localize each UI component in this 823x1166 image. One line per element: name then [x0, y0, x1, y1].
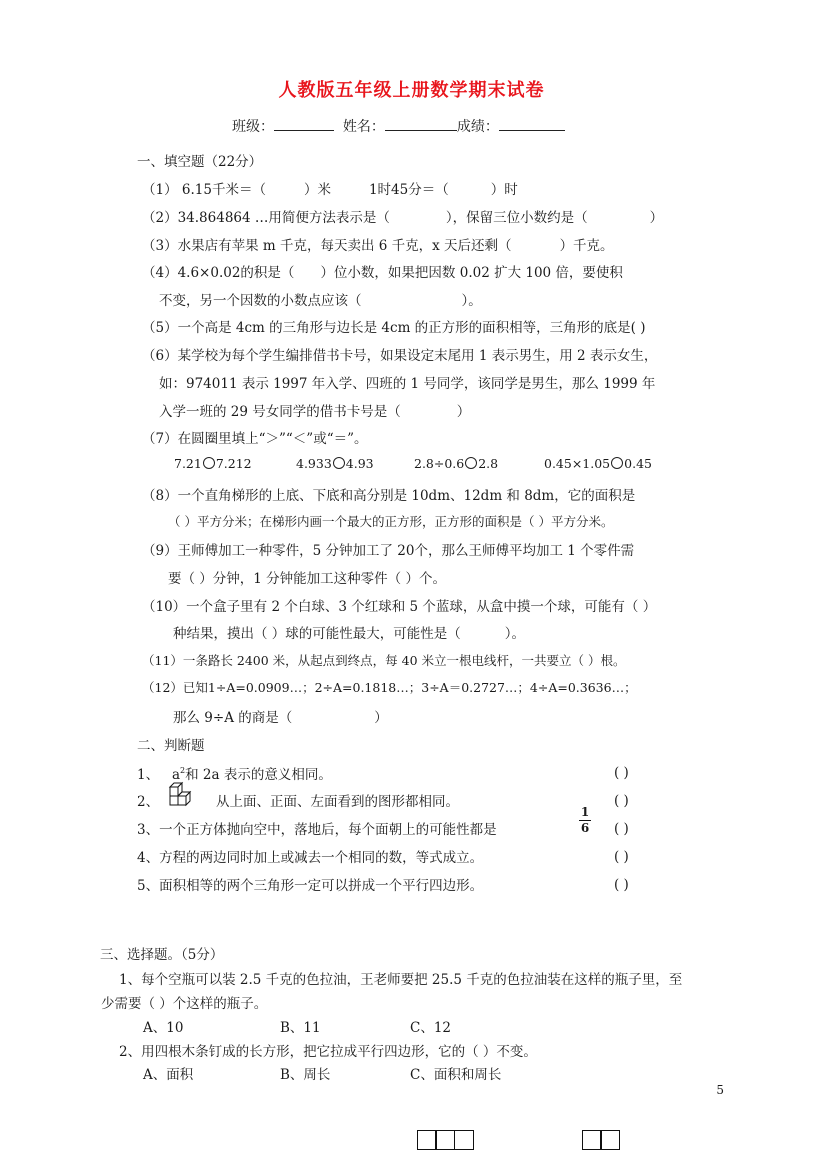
question-7: （7）在圆圈里填上“＞”“＜”或“＝”。	[142, 431, 368, 447]
name-label: 姓名：	[342, 119, 385, 135]
score-box	[582, 1130, 602, 1150]
cube-stack-figure	[164, 781, 208, 815]
choice-question-1-line-1: 1、每个空瓶可以装 2.5 千克的色拉油，王老师要把 25.5 千克的色拉油装在这样的瓶子里，至	[119, 972, 683, 988]
judge-paren-4[interactable]: ( )	[614, 849, 629, 865]
judge-item-3: 3、一个正方体抛向空中，落地后，每个面朝上的可能性都是	[137, 822, 497, 838]
choice-option-c[interactable]: C、面积和周长	[410, 1067, 502, 1083]
page-number: 5	[716, 1083, 724, 1097]
name-blank[interactable]	[385, 116, 457, 131]
question-9-line-2: 要（ ）分钟，1 分钟能加工这种零件（ ）个。	[168, 571, 446, 587]
choice-question-2: 2、用四根木条钉成的长方形，把它拉成平行四边形，它的（ ）不变。	[119, 1044, 537, 1060]
question-6-line-3: 入学一班的 29 号女同学的借书卡号是（ ）	[159, 404, 471, 420]
judge-paren-2[interactable]: ( )	[614, 793, 629, 809]
question-6-line-2: 如：974011 表示 1997 年入学、四班的 1 号同学，该同学是男生，那么 1999 年	[159, 376, 656, 392]
fraction-one-sixth: 1 6	[580, 805, 590, 835]
judge-item-2-num: 2、	[137, 794, 160, 810]
score-label: 成绩：	[456, 119, 499, 135]
exam-title: 人教版五年级上册数学期末试卷	[278, 80, 545, 101]
score-box	[417, 1130, 437, 1150]
judge-paren-3[interactable]: ( )	[614, 821, 629, 837]
judge-item-2: 从上面、正面、左面看到的图形都相同。	[216, 794, 459, 810]
judge-paren-1[interactable]: ( )	[614, 765, 629, 781]
question-6-line-1: （6）某学校为每个学生编排借书卡号，如果设定末尾用 1 表示男生，用 2 表示女生，	[142, 348, 658, 364]
choice-question-1-line-2: 少需要（ ）个这样的瓶子。	[101, 996, 268, 1012]
question-10-line-1: （10）一个盒子里有 2 个白球、3 个红球和 5 个蓝球，从盒中摸一个球，可能有（ ）	[142, 599, 657, 615]
compare-circle-2[interactable]	[333, 457, 345, 469]
section3-heading: 三、选择题。（5分）	[100, 947, 224, 963]
choice-option-a[interactable]: A、10	[143, 1020, 184, 1036]
question-1: （1） 6.15千米＝（ ）米 1时45分＝（ ）时	[142, 182, 518, 198]
question-2: （2）34.864864 …用简便方法表示是（ ），保留三位小数约是（ ）	[142, 210, 664, 226]
question-9-line-1: （9）王师傅加工一种零件，5 分钟加工了 20个，那么王师傅平均加工 1 个零件需	[142, 543, 635, 559]
compare-circle-3[interactable]	[465, 457, 477, 469]
compare-circle-4[interactable]	[611, 457, 623, 469]
question-12-line-2: 那么 9÷A 的商是（ ）	[173, 710, 388, 726]
question-11: （11）一条路长 2400 米，从起点到终点，每 40 米立一根电线杆，一共要立（ ）根。	[142, 653, 626, 668]
judge-item-1: 1、 $a^2$和 2a 表示的意义相同。	[137, 766, 332, 783]
choice-option-b[interactable]: B、周长	[280, 1067, 331, 1083]
class-blank[interactable]	[274, 116, 334, 131]
question-5: （5）一个高是 4cm 的三角形与边长是 4cm 的正方形的面积相等，三角形的底是( )	[142, 320, 646, 336]
compare-item: 2.8÷0.6 2.8	[414, 456, 499, 471]
choice-option-a[interactable]: A、面积	[143, 1067, 194, 1083]
compare-item: 0.45×1.05 0.45	[544, 456, 652, 471]
judge-item-4: 4、方程的两边同时加上或减去一个相同的数，等式成立。	[137, 850, 484, 866]
question-4-line-1: （4）4.6×0.02的积是（ ）位小数，如果把因数 0.02 扩大 100 倍，要使积	[142, 265, 623, 281]
score-boxes-left	[418, 1130, 474, 1150]
compare-circle-1[interactable]	[203, 457, 215, 469]
choice-option-b[interactable]: B、11	[280, 1020, 321, 1036]
question-10-line-2: 种结果，摸出（ ）球的可能性最大，可能性是（ ）。	[173, 626, 526, 642]
section1-heading: 一、填空题（22分）	[137, 154, 263, 170]
section2-heading: 二、判断题	[137, 738, 205, 754]
judge-paren-5[interactable]: ( )	[614, 877, 629, 893]
score-blank[interactable]	[499, 116, 565, 131]
compare-item: 4.933 4.93	[296, 456, 374, 471]
score-box	[454, 1130, 474, 1150]
score-boxes-right	[583, 1130, 620, 1150]
question-8-line-2: （ ）平方分米；在梯形内画一个最大的正方形，正方形的面积是（ ）平方分米。	[168, 514, 614, 529]
student-info-row	[232, 116, 565, 136]
question-3: （3）水果店有苹果 m 千克，每天卖出 6 千克，x 天后还剩（ ）千克。	[142, 238, 614, 254]
question-8-line-1: （8）一个直角梯形的上底、下底和高分别是 10dm、12dm 和 8dm，它的面积是	[142, 488, 636, 504]
score-box	[600, 1130, 620, 1150]
compare-item: 7.21 7.212	[174, 456, 252, 471]
score-box	[435, 1130, 455, 1150]
class-label: 班级：	[232, 119, 274, 135]
question-12-line-1: （12）已知1÷A=0.0909…；2÷A=0.1818…；3÷A＝0.2727…；4÷A=0.3636…；	[142, 680, 637, 695]
judge-item-5: 5、面积相等的两个三角形一定可以拼成一个平行四边形。	[137, 878, 484, 894]
question-4-line-2: 不变，另一个因数的小数点应该（ ）。	[159, 293, 482, 309]
choice-option-c[interactable]: C、12	[410, 1020, 452, 1036]
